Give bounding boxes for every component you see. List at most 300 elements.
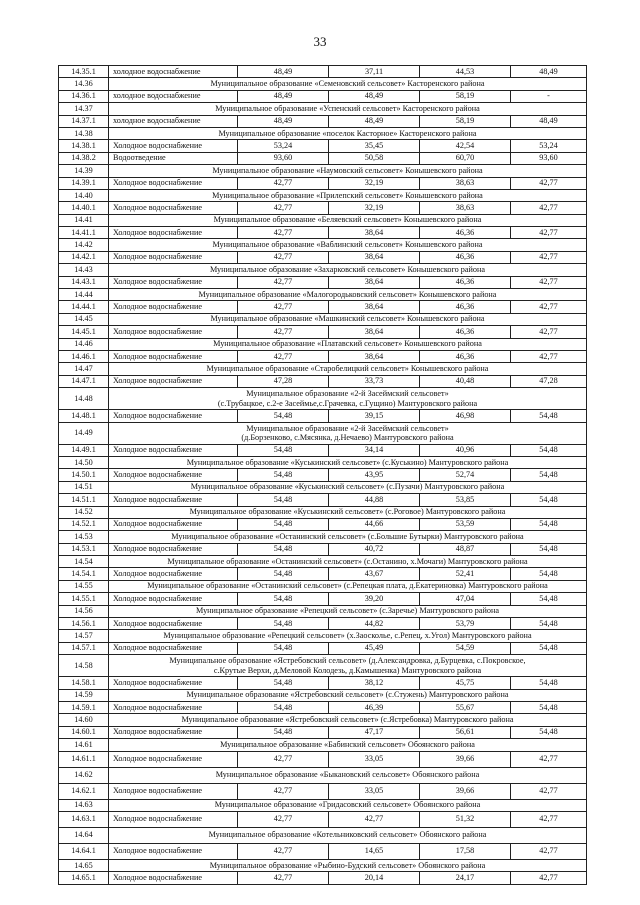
section-header-row (59, 363, 587, 375)
service-name: Холодное водоснабжение (109, 751, 238, 767)
tariff-value: 47,04 (420, 593, 511, 605)
row-code: 14.42.1 (59, 251, 109, 263)
tariff-value: 54,48 (238, 642, 329, 654)
row-code: 14.39 (59, 165, 109, 177)
row-code: 14.63.1 (59, 811, 109, 827)
row-code: 14.57 (59, 630, 109, 642)
service-name: Холодное водоснабжение (109, 375, 238, 387)
row-code: 14.38.1 (59, 140, 109, 152)
municipality-header (109, 739, 587, 751)
municipality-header (109, 689, 587, 701)
service-name: Холодное водоснабжение (109, 518, 238, 530)
tariff-value: 42,77 (238, 326, 329, 338)
service-name: Холодное водоснабжение (109, 227, 238, 239)
tariff-value: 32,19 (329, 202, 420, 214)
service-name: Холодное водоснабжение (109, 494, 238, 506)
row-code: 14.45 (59, 313, 109, 325)
row-code: 14.40 (59, 189, 109, 201)
row-code: 14.53.1 (59, 543, 109, 555)
tariff-value: 33,05 (329, 783, 420, 799)
municipality-header (109, 859, 587, 871)
tariff-value: 38,64 (329, 227, 420, 239)
tariff-value: 42,54 (420, 140, 511, 152)
table-row (59, 350, 587, 362)
section-header-row (59, 165, 587, 177)
municipality-header (109, 103, 587, 115)
municipality-header (109, 388, 587, 410)
tariff-value: 54,48 (238, 701, 329, 713)
service-name: холодное водоснабжение (109, 115, 238, 127)
tariff-value: 54,48 (511, 618, 587, 630)
municipality-title: Муниципальное образование «Платавский сельсовет» Конышевского района (213, 339, 482, 349)
municipality-header (109, 556, 587, 568)
tariff-value: 48,49 (511, 66, 587, 78)
section-header-row (59, 239, 587, 251)
row-code: 14.58.1 (59, 677, 109, 689)
municipality-header (109, 655, 587, 677)
municipality-title: Муниципальное образование «2-й Засеймский сельсовет» (246, 423, 449, 433)
service-name: Холодное водоснабжение (109, 444, 238, 456)
municipality-title: Муниципальное образование «Беляевский сельсовет» Конышевского района (213, 215, 482, 225)
row-code: 14.65.1 (59, 872, 109, 884)
tariff-value: 54,48 (238, 494, 329, 506)
tariff-value: 54,48 (511, 518, 587, 530)
service-name: Холодное водоснабжение (109, 202, 238, 214)
tariff-value: 45,75 (420, 677, 511, 689)
municipality-header (109, 531, 587, 543)
municipality-subtitle: с.Крутые Верхи, д.Меловой Колодезь, д.Камышенка) Мантуровского района (213, 665, 482, 675)
tariff-value: 38,64 (329, 301, 420, 313)
tariff-value: 48,87 (420, 543, 511, 555)
table-row (59, 251, 587, 263)
tariff-value: 52,74 (420, 469, 511, 481)
row-code: 14.39.1 (59, 177, 109, 189)
municipality-subtitle: (д.Борзенково, с.Мясянка, д.Нечаево) Мантуровского района (241, 433, 454, 443)
tariff-value: 45,49 (329, 642, 420, 654)
municipality-header (109, 313, 587, 325)
section-header-row (59, 799, 587, 811)
tariff-value: 42,77 (511, 326, 587, 338)
tariff-value: 48,49 (511, 115, 587, 127)
tariff-value: 42,77 (238, 751, 329, 767)
row-code: 14.61 (59, 739, 109, 751)
municipality-title: Муниципальное образование «Малогородьковский сельсовет» Конышевского района (198, 289, 497, 299)
section-header-row (59, 859, 587, 871)
municipality-title: Муниципальное образование «Останинский сельсовет» (с.Останино, х.Мочаги) Мантуровского района (167, 556, 528, 566)
municipality-title: Муниципальное образование «Куськинский сельсовет» (с.Роговое) Мантуровского района (189, 507, 506, 517)
municipality-title: Муниципальное образование «Захарковский сельсовет» Конышевского района (209, 264, 486, 274)
tariff-value: 42,77 (511, 843, 587, 859)
tariff-value: 53,79 (420, 618, 511, 630)
service-name: холодное водоснабжение (109, 66, 238, 78)
municipality-title: Муниципальное образование «Бабинский сельсовет» Обоянского района (220, 739, 475, 749)
municipality-title: Муниципальное образование «Рыбино-Будский сельсовет» Обоянского района (209, 860, 486, 870)
municipality-header (109, 264, 587, 276)
tariff-value: 47,28 (238, 375, 329, 387)
row-code: 14.64.1 (59, 843, 109, 859)
table-row (59, 202, 587, 214)
municipality-header (109, 456, 587, 468)
tariff-value: 51,32 (420, 811, 511, 827)
tariff-value: 48,49 (329, 115, 420, 127)
municipality-header (109, 714, 587, 726)
tariff-value: 44,53 (420, 66, 511, 78)
row-code: 14.48 (59, 388, 109, 410)
row-code: 14.65 (59, 859, 109, 871)
tariff-value: 43,95 (329, 469, 420, 481)
municipality-header (109, 422, 587, 444)
tariff-value: 52,41 (420, 568, 511, 580)
service-name: Холодное водоснабжение (109, 410, 238, 422)
municipality-title: Муниципальное образование «Репецкий сельсовет» (с.Заречье) Мантуровского района (196, 606, 499, 616)
service-name: Холодное водоснабжение (109, 350, 238, 362)
tariff-value: 93,60 (511, 152, 587, 164)
table-row (59, 140, 587, 152)
tariff-value: 42,77 (511, 202, 587, 214)
service-name: Холодное водоснабжение (109, 783, 238, 799)
service-name: Холодное водоснабжение (109, 642, 238, 654)
tariff-value: 54,48 (511, 410, 587, 422)
table-row (59, 410, 587, 422)
municipality-title: Муниципальное образование «Гридасовский сельсовет» Обоянского района (214, 800, 481, 810)
municipality-title: Муниципальное образование «Ястребовский сельсовет» (д.Александровка, д.Бурцевка, с.Покровское, (169, 656, 526, 666)
row-code: 14.48.1 (59, 410, 109, 422)
row-code: 14.57.1 (59, 642, 109, 654)
tariff-value: 38,64 (329, 326, 420, 338)
tariff-value: 40,72 (329, 543, 420, 555)
row-code: 14.44.1 (59, 301, 109, 313)
tariff-value: 54,48 (238, 568, 329, 580)
service-name: Холодное водоснабжение (109, 677, 238, 689)
row-code: 14.51.1 (59, 494, 109, 506)
section-header-row (59, 422, 587, 444)
service-name: Холодное водоснабжение (109, 811, 238, 827)
table-row (59, 783, 587, 799)
service-name: Холодное водоснабжение (109, 726, 238, 738)
tariff-value: 39,66 (420, 783, 511, 799)
tariff-value: 54,48 (238, 543, 329, 555)
row-code: 14.55.1 (59, 593, 109, 605)
table-row (59, 726, 587, 738)
tariff-value: 50,58 (329, 152, 420, 164)
municipality-header (109, 799, 587, 811)
tariff-value: 44,88 (329, 494, 420, 506)
row-code: 14.56 (59, 605, 109, 617)
tariff-value: 54,48 (238, 469, 329, 481)
municipality-title: Муниципальное образование «Куськинский сельсовет» (с.Куськино) Мантуровского района (186, 457, 509, 467)
service-name: Холодное водоснабжение (109, 618, 238, 630)
service-name: Холодное водоснабжение (109, 843, 238, 859)
tariff-value: 42,77 (329, 811, 420, 827)
municipality-header (109, 289, 587, 301)
tariff-value: 54,59 (420, 642, 511, 654)
tariff-value: 42,77 (238, 177, 329, 189)
tariff-value: 14,65 (329, 843, 420, 859)
tariff-value: 35,45 (329, 140, 420, 152)
row-code: 14.52.1 (59, 518, 109, 530)
tariff-value: 44,66 (329, 518, 420, 530)
section-header-row (59, 103, 587, 115)
section-header-row (59, 189, 587, 201)
section-header-row (59, 338, 587, 350)
municipality-title: Муниципальное образование «Успенский сельсовет» Касторенского района (215, 103, 480, 113)
section-header-row (59, 289, 587, 301)
row-code: 14.55 (59, 580, 109, 592)
section-header-row (59, 78, 587, 90)
row-code: 14.38 (59, 127, 109, 139)
tariff-value: 60,70 (420, 152, 511, 164)
tariff-value: 42,77 (238, 202, 329, 214)
tariff-table (58, 65, 587, 885)
table-row (59, 593, 587, 605)
row-code: 14.41 (59, 214, 109, 226)
section-header-row (59, 739, 587, 751)
row-code: 14.40.1 (59, 202, 109, 214)
row-code: 14.64 (59, 827, 109, 843)
tariff-value: 42,77 (238, 227, 329, 239)
municipality-header (109, 214, 587, 226)
municipality-title: Муниципальное образование «Ястребовский сельсовет» (с.Ястребовка) Мантуровского района (181, 714, 514, 724)
row-code: 14.37.1 (59, 115, 109, 127)
tariff-value: 54,48 (238, 677, 329, 689)
tariff-value: 54,48 (511, 642, 587, 654)
tariff-value: 42,77 (238, 276, 329, 288)
tariff-value: 39,66 (420, 751, 511, 767)
row-code: 14.37 (59, 103, 109, 115)
municipality-header (109, 78, 587, 90)
municipality-header (109, 239, 587, 251)
table-row (59, 227, 587, 239)
tariff-value: 42,77 (238, 301, 329, 313)
tariff-value: 42,77 (238, 350, 329, 362)
tariff-value: 48,49 (238, 66, 329, 78)
municipality-title: Муниципальное образование «Ястребовский сельсовет» (с.Стужень) Мантуровского района (186, 690, 509, 700)
table-row (59, 843, 587, 859)
section-header-row (59, 714, 587, 726)
tariff-value: 54,48 (511, 494, 587, 506)
section-header-row (59, 580, 587, 592)
tariff-value: 42,77 (238, 783, 329, 799)
table-row (59, 66, 587, 78)
tariff-value: 39,15 (329, 410, 420, 422)
tariff-value: - (511, 90, 587, 102)
section-header-row (59, 313, 587, 325)
municipality-header (109, 580, 587, 592)
tariff-value: 24,17 (420, 872, 511, 884)
service-name: холодное водоснабжение (109, 90, 238, 102)
tariff-value: 39,20 (329, 593, 420, 605)
municipality-header (109, 127, 587, 139)
tariff-value: 47,28 (511, 375, 587, 387)
tariff-value: 54,48 (511, 543, 587, 555)
tariff-value: 38,64 (329, 276, 420, 288)
table-row (59, 326, 587, 338)
tariff-table-body (59, 66, 587, 885)
municipality-header (109, 767, 587, 783)
municipality-title: Муниципальное образование «Репецкий сельсовет» (х.Заосколье, с.Репец, х.Угол) Мантуровского района (163, 631, 532, 640)
section-header-row (59, 531, 587, 543)
tariff-value: 54,48 (238, 410, 329, 422)
table-row (59, 543, 587, 555)
tariff-value: 53,85 (420, 494, 511, 506)
tariff-value: 54,48 (238, 518, 329, 530)
row-code: 14.62.1 (59, 783, 109, 799)
row-code: 14.44 (59, 289, 109, 301)
section-header-row (59, 767, 587, 783)
municipality-title: Муниципальное образование «Машкинский сельсовет» Конышевского района (210, 314, 485, 324)
row-code: 14.36.1 (59, 90, 109, 102)
tariff-value: 37,11 (329, 66, 420, 78)
section-header-row (59, 127, 587, 139)
table-row (59, 494, 587, 506)
row-code: 14.43 (59, 264, 109, 276)
section-header-row (59, 506, 587, 518)
row-code: 14.61.1 (59, 751, 109, 767)
row-code: 14.45.1 (59, 326, 109, 338)
table-row (59, 677, 587, 689)
service-name: Холодное водоснабжение (109, 140, 238, 152)
tariff-value: 53,24 (238, 140, 329, 152)
municipality-header (109, 363, 587, 375)
tariff-value: 46,36 (420, 251, 511, 263)
row-code: 14.54.1 (59, 568, 109, 580)
row-code: 14.50 (59, 456, 109, 468)
row-code: 14.59 (59, 689, 109, 701)
municipality-title: Муниципальное образование «Быкановский сельсовет» Обоянского района (215, 769, 480, 779)
tariff-value: 53,24 (511, 140, 587, 152)
tariff-value: 42,77 (238, 872, 329, 884)
municipality-header (109, 630, 587, 642)
row-code: 14.51 (59, 481, 109, 493)
row-code: 14.52 (59, 506, 109, 518)
row-code: 14.46.1 (59, 350, 109, 362)
tariff-value: 38,64 (329, 251, 420, 263)
tariff-value: 42,77 (238, 811, 329, 827)
tariff-value: 38,12 (329, 677, 420, 689)
tariff-value: 48,49 (238, 115, 329, 127)
tariff-value: 40,48 (420, 375, 511, 387)
tariff-value: 46,36 (420, 276, 511, 288)
municipality-title: Муниципальное образование «2-й Засеймский сельсовет» (246, 389, 449, 399)
municipality-title: Муниципальное образование «Ваблинский сельсовет» Конышевского района (212, 240, 483, 250)
tariff-value: 54,48 (511, 701, 587, 713)
tariff-value: 54,48 (511, 469, 587, 481)
municipality-title: Муниципальное образование «Куськинский сельсовет» (с.Пузачи) Мантуровского района (190, 482, 505, 492)
tariff-value: 54,48 (511, 444, 587, 456)
municipality-title: Муниципальное образование «Останинский сельсовет» (с.Большие Бутырки) Мантуровского района (171, 531, 524, 541)
tariff-value: 46,98 (420, 410, 511, 422)
service-name: Холодное водоснабжение (109, 543, 238, 555)
tariff-value: 42,77 (511, 276, 587, 288)
tariff-value: 42,77 (511, 872, 587, 884)
table-row (59, 90, 587, 102)
tariff-value: 38,63 (420, 177, 511, 189)
tariff-value: 33,05 (329, 751, 420, 767)
municipality-header (109, 189, 587, 201)
section-header-row (59, 388, 587, 410)
service-name: Холодное водоснабжение (109, 326, 238, 338)
service-name: Холодное водоснабжение (109, 872, 238, 884)
tariff-value: 42,77 (511, 177, 587, 189)
section-header-row (59, 827, 587, 843)
tariff-value: 42,77 (511, 301, 587, 313)
municipality-title: Муниципальное образование «Прилепский сельсовет» Конышевского района (212, 190, 483, 200)
row-code: 14.54 (59, 556, 109, 568)
table-row (59, 444, 587, 456)
service-name: Холодное водоснабжение (109, 701, 238, 713)
row-code: 14.56.1 (59, 618, 109, 630)
tariff-value: 48,49 (329, 90, 420, 102)
tariff-value: 34,14 (329, 444, 420, 456)
table-row (59, 618, 587, 630)
tariff-value: 42,77 (511, 811, 587, 827)
tariff-value: 47,17 (329, 726, 420, 738)
tariff-value: 42,77 (511, 251, 587, 263)
municipality-subtitle: (с.Трубацкое, с.2-е Засеймье,с.Грачевка, с.Гущино) Мантуровского района (217, 398, 478, 408)
tariff-value: 46,36 (420, 301, 511, 313)
tariff-value: 46,39 (329, 701, 420, 713)
municipality-header (109, 165, 587, 177)
municipality-title: Муниципальное образование «Старобелицкий сельсовет» Конышевского района (206, 363, 489, 373)
row-code: 14.62 (59, 767, 109, 783)
tariff-value: 42,77 (511, 350, 587, 362)
tariff-value: 32,19 (329, 177, 420, 189)
tariff-value: 40,96 (420, 444, 511, 456)
tariff-value: 93,60 (238, 152, 329, 164)
row-code: 14.53 (59, 531, 109, 543)
row-code: 14.50.1 (59, 469, 109, 481)
tariff-value: 17,58 (420, 843, 511, 859)
municipality-header (109, 338, 587, 350)
row-code: 14.63 (59, 799, 109, 811)
tariff-value: 33,73 (329, 375, 420, 387)
row-code: 14.43.1 (59, 276, 109, 288)
tariff-value: 54,48 (238, 618, 329, 630)
service-name: Холодное водоснабжение (109, 593, 238, 605)
table-row (59, 518, 587, 530)
municipality-title: Муниципальное образование «Наумовский сельсовет» Конышевского района (212, 165, 483, 175)
tariff-value: 54,48 (238, 593, 329, 605)
municipality-title: Муниципальное образование «Останинский сельсовет» (с.Репецкая плата, д.Екатериновка) Мантуровского района (147, 581, 548, 591)
row-code: 14.60.1 (59, 726, 109, 738)
tariff-value: 54,48 (238, 444, 329, 456)
tariff-value: 43,67 (329, 568, 420, 580)
section-header-row (59, 556, 587, 568)
tariff-value: 54,48 (511, 593, 587, 605)
service-name: Холодное водоснабжение (109, 568, 238, 580)
section-header-row (59, 264, 587, 276)
row-code: 14.58 (59, 655, 109, 677)
tariff-value: 58,19 (420, 115, 511, 127)
tariff-value: 42,77 (511, 227, 587, 239)
tariff-value: 46,36 (420, 350, 511, 362)
table-row (59, 811, 587, 827)
section-header-row (59, 630, 587, 642)
service-name: Холодное водоснабжение (109, 469, 238, 481)
tariff-value: 42,77 (511, 783, 587, 799)
tariff-value: 54,48 (238, 726, 329, 738)
service-name: Холодное водоснабжение (109, 251, 238, 263)
table-row (59, 701, 587, 713)
tariff-value: 42,77 (511, 751, 587, 767)
municipality-title: Муниципальное образование «Семеновский сельсовет» Касторенского района (210, 78, 485, 88)
row-code: 14.49 (59, 422, 109, 444)
municipality-title: Муниципальное образование «поселок Касторное» Касторенского района (218, 128, 477, 138)
row-code: 14.38.2 (59, 152, 109, 164)
tariff-value: 46,36 (420, 326, 511, 338)
tariff-value: 55,67 (420, 701, 511, 713)
municipality-header (109, 506, 587, 518)
